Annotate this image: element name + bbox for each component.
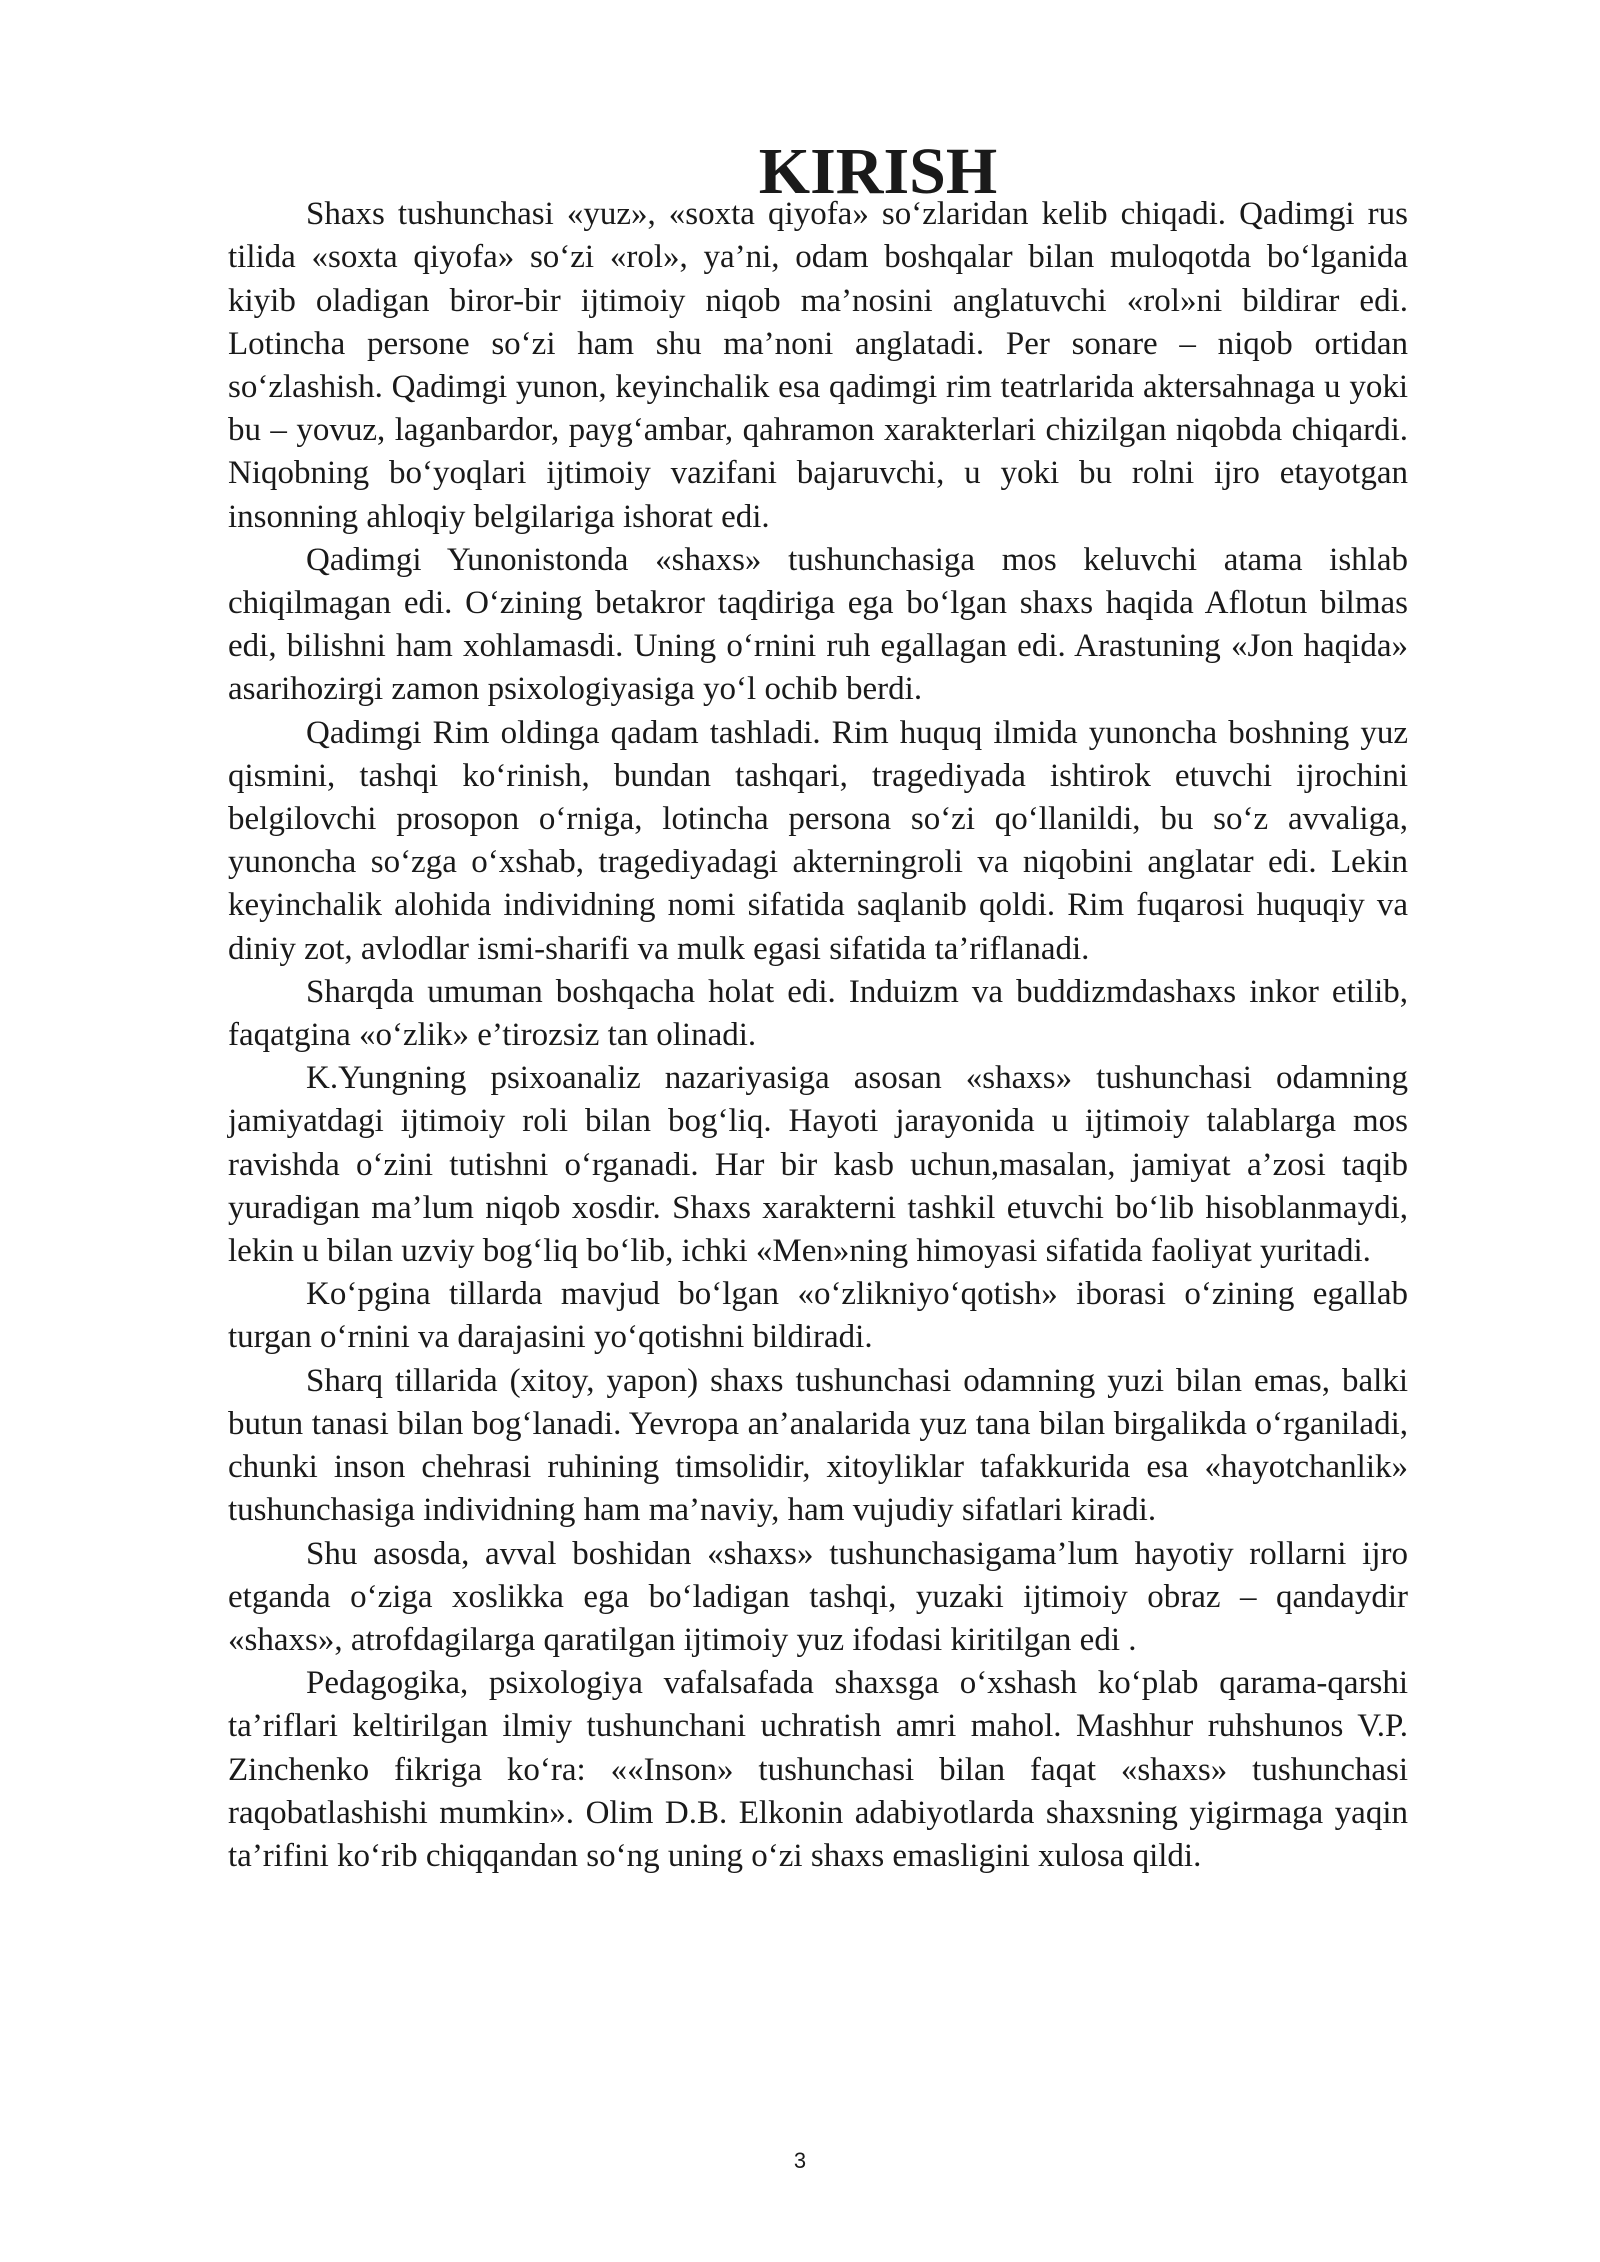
paragraph-1: Shaxs tushunchasi «yuz», «soxta qiyofa» so‘zlaridan kelib chiqadi. Qadimgi rus tilida «soxta qiyofa» so‘zi «rol», ya’ni, odam boshqalar bilan muloqotda bo‘lganida kiyib oladigan biror-bir ijtimoiy niqob ma’nosini anglatuvchi «rol»ni bildirar edi. Lotincha persone so‘zi ham shu ma’noni anglatadi. Per sonare – niqob ortidan so‘zlashish. Qadimgi yunon, keyinchalik esa qadimgi rim teatrlarida aktersahnaga u yoki bu – yovuz, laganbardor, payg‘ambar, qahramon xarakterlari chizilgan niqobda chiqardi. Niqobning bo‘yoqlari ijtimoiy vazifani bajaruvchi, u yoki bu rolni ijro etayotgan insonning ahloqiy belgilariga ishorat edi. [228,196,1408,535]
page-title: KIRISH [758,135,998,208]
paragraph-2: Qadimgi Yunonistonda «shaxs» tushunchasiga mos keluvchi atama ishlab chiqilmagan edi. O‘zining betakror taqdiriga ega bo‘lgan shaxs haqida Aflotun bilmas edi, bilishni ham xohlamasdi. Uning o‘rnini ruh egallagan edi. Arastuning «Jon haqida» asarihozirgi zamon psixologiyasiga yo‘l ochib berdi. [228,541,1408,708]
paragraph-4: Sharqda umuman boshqacha holat edi. Induizm va buddizmdashaxs inkor etilib, faqatgina «o‘zlik» e’tirozsiz tan olinadi. [228,973,1408,1054]
paragraph-3: Qadimgi Rim oldinga qadam tashladi. Rim huquq ilmida yunoncha boshning yuz qismini, tashqi ko‘rinish, bundan tashqari, tragediyada ishtirok etuvchi ijrochini belgilovchi prosopon o‘rniga, lotincha persona so‘zi qo‘llanildi, bu so‘z avvaliga, yunoncha so‘zga o‘xshab, tragediyadagi akterningroli va niqobini anglatar edi. Lekin keyinchalik alohida individning nomi sifatida saqlanib qoldi. Rim fuqarosi huquqiy va diniy zot, avlodlar ismi-sharifi va mulk egasi sifatida ta’riflanadi. [228,714,1408,967]
paragraph-7: Sharq tillarida (xitoy, yapon) shaxs tushunchasi odamning yuzi bilan emas, balki butun tanasi bilan bog‘lanadi. Yevropa an’analarida yuz tana bilan birgalikda o‘rganiladi, chunki inson chehrasi ruhining timsolidir, xitoyliklar tafakkurida esa «hayotchanlik» tushunchasiga individning ham ma’naviy, ham vujudiy sifatlari kiradi. [228,1362,1408,1529]
document-page [228,135,1408,1878]
paragraph-9: Pedagogika, psixologiya vafalsafada shaxsga o‘xshash ko‘plab qarama-qarshi ta’riflari keltirilgan ilmiy tushunchani uchratish amri mahol. Mashhur ruhshunos V.P. Zinchenko fikriga ko‘ra: ««Inson» tushunchasi bilan faqat «shaxs» tushunchasi raqobatlashishi mumkin». Olim D.B. Elkonin adabiyotlarda shaxsning yigirmaga yaqin ta’rifini ko‘rib chiqqandan so‘ng uning o‘zi shaxs emasligini xulosa qildi. [228,1665,1408,1874]
paragraph-6: Ko‘pgina tillarda mavjud bo‘lgan «o‘zlikniyo‘qotish» iborasi o‘zining egallab turgan o‘rnini va darajasini yo‘qotishni bildiradi. [228,1276,1408,1356]
paragraph-8: Shu asosda, avval boshidan «shaxs» tushunchasigama’lum hayotiy rollarni ijro etganda o‘ziga xoslikka ega bo‘ladigan tashqi, yuzaki ijtimoiy obraz – qandaydir «shaxs», atrofdagilarga qaratilgan ijtimoiy yuz ifodasi kiritilgan edi . [228,1535,1408,1658]
paragraph-5: K.Yungning psixoanaliz nazariyasiga asosan «shaxs» tushunchasi odamning jamiyatdagi ijtimoiy roli bilan bog‘liq. Hayoti jarayonida u ijtimoiy talablarga mos ravishda o‘zini tutishni o‘rganadi. Har bir kasb uchun,masalan, jamiyat a’zosi taqib yuradigan ma’lum niqob xosdir. Shaxs xarakterni tashkil etuvchi bo‘lib hisoblanmaydi, lekin u bilan uzviy bog‘liq bo‘lib, ichki «Men»ning himoyasi sifatida faoliyat yuritadi. [228,1060,1408,1270]
page-number: 3 [793,2148,807,2173]
